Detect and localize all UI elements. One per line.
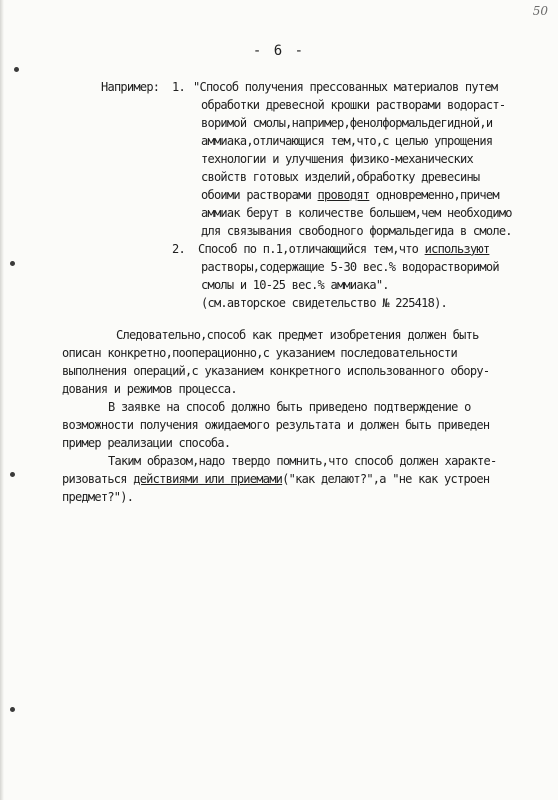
paragraph-line: Следовательно,способ как предмет изобретения должен быть: [116, 328, 479, 342]
paragraph-line: выполнения операций,с указанием конкретного использованного обору-: [62, 364, 490, 378]
claim-1-line: для связывания свободного формальдегида в смоле.: [201, 224, 512, 238]
margin-punch-mark: [10, 261, 15, 266]
example-label: Например:: [101, 80, 160, 94]
underlined-word-conduct: проводят: [317, 188, 370, 202]
claim-1-line: [201, 186, 499, 204]
claim-2-line: [198, 240, 489, 258]
paragraph-line: возможности получения ожидаемого результата и должен быть приведен: [62, 418, 490, 432]
paragraph-line: пример реализации способа.: [62, 436, 231, 450]
paragraph-text: ("как делают?",а "не как устроен: [282, 472, 490, 486]
claim-2-line: растворы,содержащие 5-30 вес.% водорастворимой: [201, 260, 499, 274]
claim-1-text: обоими растворами: [201, 188, 318, 202]
claim-1-line: "Способ получения прессованных материалов путем: [193, 80, 498, 94]
underlined-phrase-actions: действиями или приемами: [133, 472, 283, 486]
claim-1-line: обработки древесной крошки растворами водораст-: [201, 98, 506, 112]
scan-edge-shadow: [0, 0, 4, 800]
claim-1-number: 1.: [172, 80, 185, 94]
paragraph-line: [62, 470, 489, 488]
claim-1-line: аммиак берут в количестве большем,чем необходимо: [201, 206, 512, 220]
paragraph-line: дования и режимов процесса.: [62, 382, 237, 396]
paragraph-line: Таким образом,надо твердо помнить,что способ должен характе-: [108, 454, 497, 468]
paragraph-line: В заявке на способ должно быть приведено подтверждение о: [108, 400, 471, 414]
claim-2-number: 2.: [172, 242, 185, 256]
paragraph-text: ризоваться: [62, 472, 134, 486]
margin-punch-mark: [10, 472, 15, 477]
claim-2-line: (см.авторское свидетельство № 225418).: [201, 296, 448, 310]
claim-1-line: технологии и улучшения физико-механических: [201, 152, 473, 166]
margin-punch-mark: [10, 707, 15, 712]
paragraph-line: описан конкретно,пооперационно,с указанием последовательности: [62, 346, 457, 360]
paragraph-line: предмет?").: [62, 490, 134, 504]
claim-1-line: воримой смолы,например,фенолформальдегидной,и: [201, 116, 493, 130]
underlined-word-use: используют: [424, 242, 490, 256]
claim-2-text: Способ по п.1,отличающийся тем,что: [198, 242, 425, 256]
margin-punch-mark: [14, 67, 19, 72]
page-number: - 6 -: [252, 43, 306, 59]
claim-2-line: смолы и 10-25 вес.% аммиака".: [201, 278, 389, 292]
archive-page-number: 50: [532, 4, 548, 18]
claim-1-line: свойств готовых изделий,обработку древесины: [201, 170, 480, 184]
claim-1-text: одновременно,причем: [369, 188, 499, 202]
claim-1-line: аммиака,отличающися тем,что,с целью упрощения: [201, 134, 493, 148]
